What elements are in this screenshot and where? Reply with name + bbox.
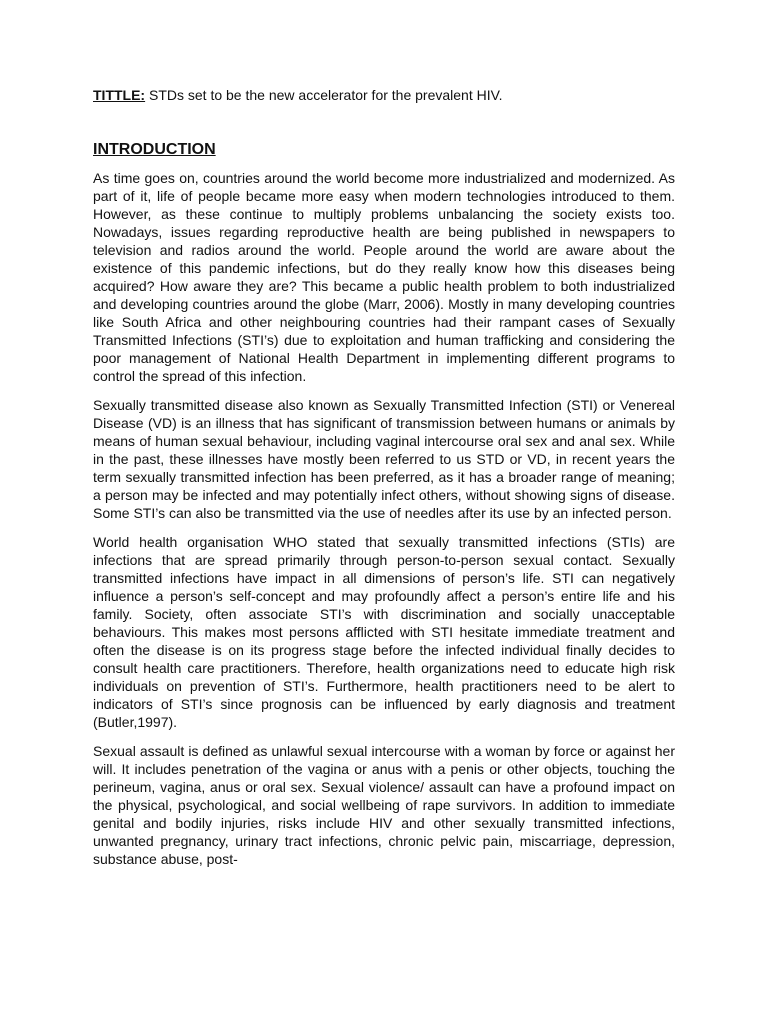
document-page [93,86,675,879]
section-heading: INTRODUCTION [93,141,216,158]
title-text: STDs set to be the new accelerator for the prevalent HIV. [145,87,503,103]
paragraph: Sexual assault is defined as unlawful sexual intercourse with a woman by force or against her will. It includes penetration of the vagina or anus with a penis or other objects, touching the perineum, vagina, anus or oral sex. Sexual violence/ assault can have a profound impact on the physical, psychological, and social wellbeing of rape survivors. In addition to immediate genital and bodily injuries, risks include HIV and other sexually transmitted infections, unwanted pregnancy, urinary tract infections, chronic pelvic pain, miscarriage, depression, substance abuse, post- [93,743,675,867]
paragraph: Sexually transmitted disease also known as Sexually Transmitted Infection (STI) or Venereal Disease (VD) is an illness that has significant of transmission between humans or animals by means of human sexual behaviour, including vaginal intercourse oral sex and anal sex. While in the past, these illnesses have mostly been referred to us STD or VD, in recent years the term sexually transmitted infection has been preferred, as it has a broader range of meaning; a person may be infected and may potentially infect others, without showing signs of disease. Some STI’s can also be transmitted via the use of needles after its use by an infected person. [93,397,675,521]
title-label: TITTLE: [93,87,146,103]
document-title [93,86,675,104]
paragraph: As time goes on, countries around the world become more industrialized and modernized. As part of it, life of people became more easy when modern technologies introduced to them. However, as these continue to multiply problems unbalancing the society exists too. Nowadays, issues regarding reproductive health are being published in newspapers to television and radios around the world. People around the world are aware about the existence of this pandemic infections, but do they really know how this diseases being acquired? How aware they are? This became a public health problem to both industrialized and developing countries around the globe (Marr, 2006). Mostly in many developing countries like South Africa and other neighbouring countries had their rampant cases of Sexually Transmitted Infections (STI’s) due to exploitation and human trafficking and considering the poor management of National Health Department in implementing different programs to control the spread of this infection. [93,170,675,384]
paragraph: World health organisation WHO stated that sexually transmitted infections (STIs) are infections that are spread primarily through person-to-person sexual contact. Sexually transmitted infections have impact in all dimensions of person’s life. STI can negatively influence a person’s self-concept and may profoundly affect a person’s entire life and his family. Society, often associate STI’s with discrimination and socially unacceptable behaviours. This makes most persons afflicted with STI hesitate immediate treatment and often the disease is on its progress stage before the infected individual finally decides to consult health care practitioners. Therefore, health organizations need to educate high risk individuals on prevention of STI’s. Furthermore, health practitioners need to be alert to indicators of STI’s since prognosis can be influenced by early diagnosis and treatment (Butler,1997). [93,534,675,730]
